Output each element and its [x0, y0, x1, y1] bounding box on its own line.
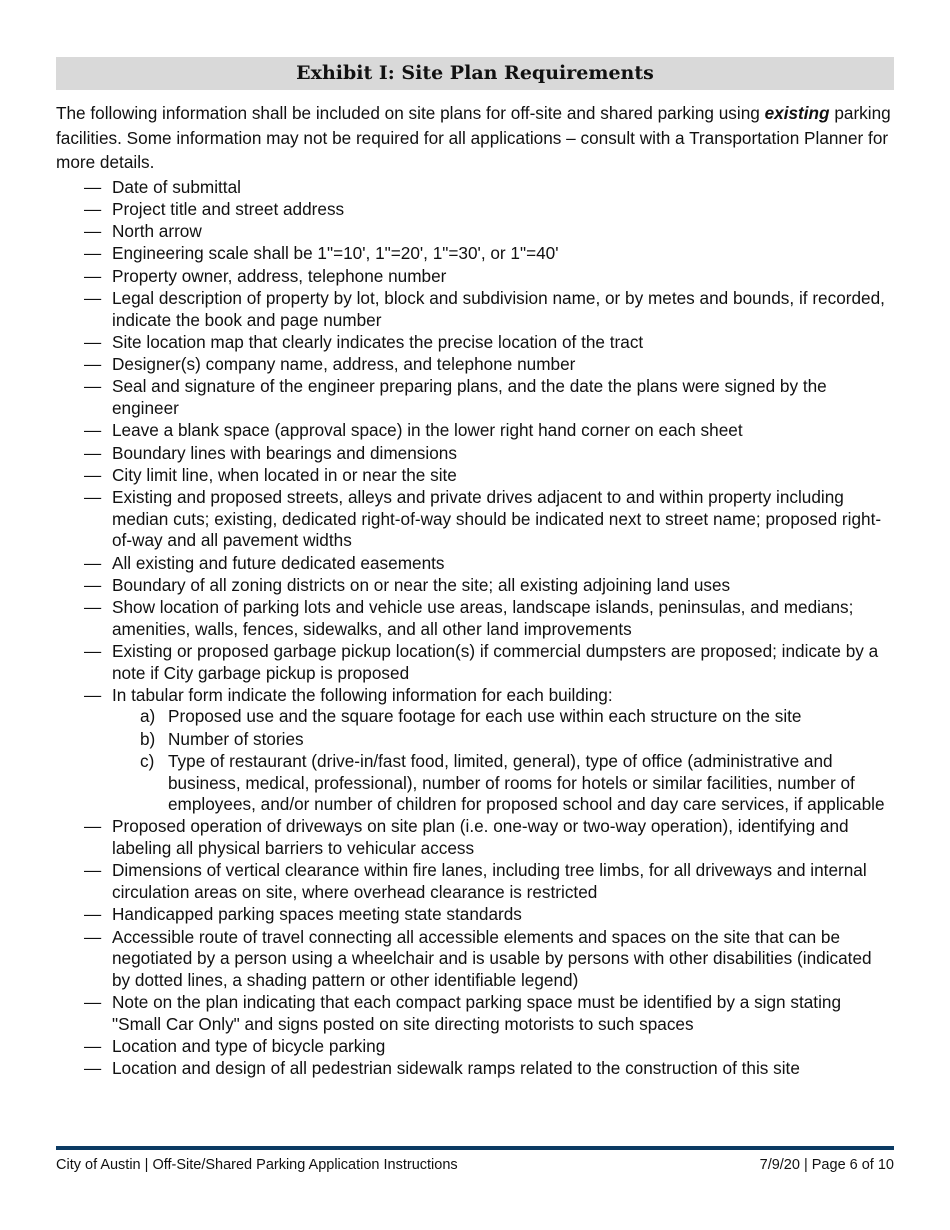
list-item — [56, 685, 894, 816]
list-item-text: Show location of parking lots and vehicle use areas, landscape islands, peninsulas, and medians; amenities, walls, fences, sidewalks, and all other land improvements — [112, 597, 854, 639]
dash-bullet: — — [84, 1035, 102, 1056]
dash-bullet: — — [84, 331, 102, 352]
sub-list — [112, 706, 894, 815]
footer-page-number: 7/9/20 | Page 6 of 10 — [759, 1157, 894, 1173]
page-footer — [56, 1156, 894, 1174]
list-item — [56, 332, 894, 354]
list-item — [56, 1058, 894, 1080]
sub-list-text: Number of stories — [168, 728, 304, 749]
list-item — [56, 443, 894, 465]
sub-list-item — [112, 729, 894, 751]
sub-list-item — [112, 751, 894, 816]
dash-bullet: — — [84, 464, 102, 485]
list-item-text: Site location map that clearly indicates the precise location of the tract — [112, 331, 644, 352]
list-item-text: In tabular form indicate the following information for each building: — [112, 684, 613, 705]
list-item — [56, 641, 894, 684]
list-item — [56, 243, 894, 265]
list-item-text: Designer(s) company name, address, and telephone number — [112, 354, 576, 375]
list-item-text: Location and type of bicycle parking — [112, 1035, 386, 1056]
list-item — [56, 354, 894, 376]
intro-emphasis: existing — [764, 103, 830, 123]
dash-bullet: — — [84, 816, 102, 837]
list-item-text: Dimensions of vertical clearance within fire lanes, including tree limbs, for all driveways and internal circulation areas on site, where overhead clearance is restricted — [112, 860, 867, 902]
dash-bullet: — — [84, 376, 102, 397]
dash-bullet: — — [84, 640, 102, 661]
intro-text-1: The following information shall be included on site plans for off-site and shared parking using — [56, 103, 765, 123]
list-item — [56, 927, 894, 992]
list-item-text: Location and design of all pedestrian sidewalk ramps related to the construction of this site — [112, 1058, 800, 1079]
list-item — [56, 992, 894, 1035]
dash-bullet: — — [84, 176, 102, 197]
dash-bullet: — — [84, 552, 102, 573]
list-item — [56, 199, 894, 221]
list-item-text: Existing or proposed garbage pickup location(s) if commercial dumpsters are proposed; indicate by a note if City garbage pickup is proposed — [112, 640, 879, 683]
list-item-text: Legal description of property by lot, block and subdivision name, or by metes and bounds, if recorded, indicate the book and page number — [112, 287, 885, 330]
sub-list-marker: c) — [140, 751, 155, 771]
list-item-text: Proposed operation of driveways on site plan (i.e. one-way or two-way operation), identifying and labeling all physical barriers to vehicular access — [112, 816, 849, 859]
sub-list-marker: b) — [140, 728, 156, 749]
list-item — [56, 860, 894, 903]
sub-list-item — [112, 706, 894, 728]
list-item — [56, 816, 894, 859]
dash-bullet: — — [84, 354, 102, 375]
dash-bullet: — — [84, 487, 102, 508]
list-item-text: Accessible route of travel connecting all accessible elements and spaces on the site that can be negotiated by a person using a wheelchair and is usable by persons with other disabilities (indicated by dotted lines, a shading pattern or other identifiable legend) — [112, 926, 872, 990]
sub-list-text: Proposed use and the square footage for each use within each structure on the site — [168, 706, 802, 727]
intro-paragraph — [56, 101, 894, 175]
list-item-text: Date of submittal — [112, 176, 241, 197]
page-title: Exhibit I: Site Plan Requirements — [56, 57, 894, 90]
dash-bullet: — — [84, 904, 102, 925]
dash-bullet: — — [84, 243, 102, 264]
dash-bullet: — — [84, 597, 102, 618]
list-item — [56, 288, 894, 331]
list-item — [56, 420, 894, 442]
list-item-text: Note on the plan indicating that each compact parking space must be identified by a sign stating "Small Car Only" and signs posted on site directing motorists to such spaces — [112, 991, 842, 1034]
dash-bullet: — — [84, 265, 102, 286]
list-item-text: Property owner, address, telephone number — [112, 265, 447, 286]
dash-bullet: — — [84, 442, 102, 463]
sub-list-text: Type of restaurant (drive-in/fast food, limited, general), type of office (administrative and business, medical, professional), number of rooms for hotels or similar facilities, number of employees, and/or number of children for proposed school and day care services, if applicable — [168, 751, 885, 815]
list-item-text: Seal and signature of the engineer preparing plans, and the date the plans were signed by the engineer — [112, 376, 827, 418]
dash-bullet: — — [84, 221, 102, 242]
dash-bullet: — — [84, 198, 102, 219]
list-item-text: All existing and future dedicated easements — [112, 552, 445, 573]
list-item-text: Boundary lines with bearings and dimensions — [112, 442, 457, 463]
list-item-text: North arrow — [112, 221, 202, 242]
dash-bullet: — — [84, 420, 102, 441]
dash-bullet: — — [84, 991, 102, 1012]
list-item — [56, 904, 894, 926]
list-item — [56, 376, 894, 419]
list-item-text: City limit line, when located in or near the site — [112, 464, 457, 485]
dash-bullet: — — [84, 860, 102, 881]
document-page — [56, 57, 894, 1080]
list-item — [56, 266, 894, 288]
list-item-text: Leave a blank space (approval space) in the lower right hand corner on each sheet — [112, 420, 743, 441]
list-item — [56, 177, 894, 199]
list-item-text: Existing and proposed streets, alleys and private drives adjacent to and within property including median cuts; existing, dedicated right-of-way should be indicated next to street name; proposed right- of-way and all pavement widths — [112, 487, 882, 551]
list-item — [56, 1036, 894, 1058]
list-item-text: Boundary of all zoning districts on or near the site; all existing adjoining land uses — [112, 574, 731, 595]
list-item — [56, 553, 894, 575]
sub-list-marker: a) — [140, 706, 156, 727]
list-item — [56, 575, 894, 597]
footer-document-title: City of Austin | Off-Site/Shared Parking Application Instructions — [56, 1157, 458, 1173]
list-item — [56, 221, 894, 243]
list-item — [56, 465, 894, 487]
dash-bullet: — — [84, 684, 102, 705]
list-item-text: Project title and street address — [112, 198, 345, 219]
list-item — [56, 597, 894, 640]
dash-bullet: — — [84, 1058, 102, 1079]
dash-bullet: — — [84, 287, 102, 308]
dash-bullet: — — [84, 926, 102, 947]
footer-divider — [56, 1146, 894, 1150]
intro-text-2: parking facilities. Some information may not be required for all applications – consult with a Transportation Planner for more details. — [56, 103, 891, 172]
dash-bullet: — — [84, 574, 102, 595]
requirements-list — [56, 177, 894, 1080]
list-item-text: Engineering scale shall be 1"=10', 1"=20', 1"=30', or 1"=40' — [112, 243, 559, 264]
list-item — [56, 487, 894, 552]
list-item-text: Handicapped parking spaces meeting state standards — [112, 904, 522, 925]
